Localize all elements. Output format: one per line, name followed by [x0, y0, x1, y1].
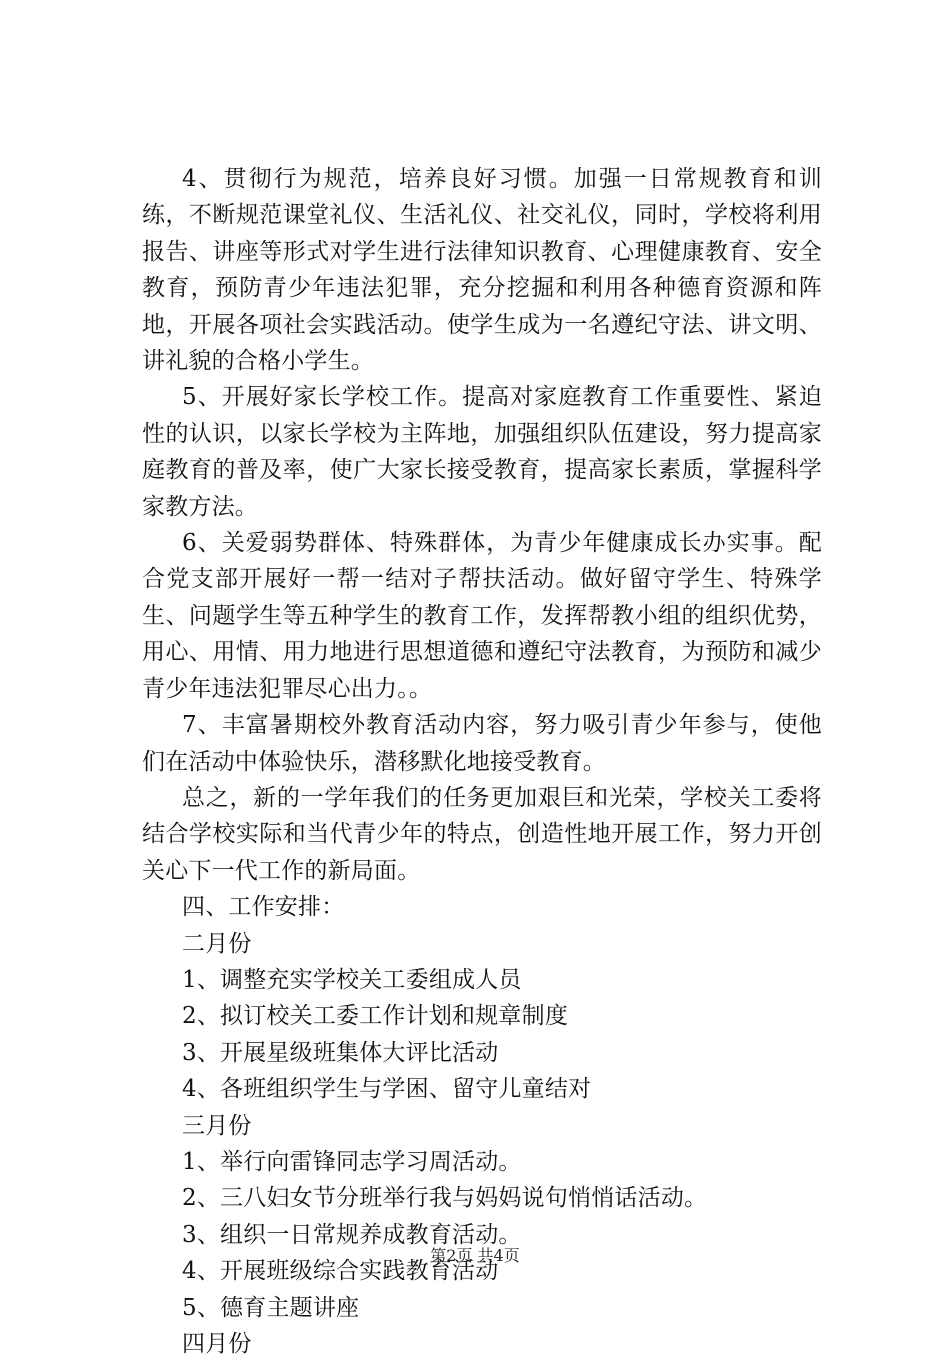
- list-item: 4、开展班级综合实践教育活动: [182, 1258, 499, 1285]
- paragraph-item-4: 4、贯彻行为规范，培养良好习惯。加强一日常规教育和训练，不断规范课堂礼仪、生活礼仪、社交礼仪，同时，学校将利用报告、讲座等形式对学生进行法律知识教育、心理健康教育、安全教育，预防青少年违法犯罪，充分挖掘和利用各种德育资源和阵地，开展各项社会实践活动。使学生成为一名遵纪守法、讲文明、讲礼貌的合格小学生。: [142, 166, 822, 375]
- list-item: 3、开展星级班集体大评比活动: [182, 1039, 499, 1066]
- paragraph-item-6: 6、关爱弱势群体、特殊群体，为青少年健康成长办实事。配合党支部开展好一帮一结对子帮扶活动。做好留守学生、特殊学生、问题学生等五种学生的教育工作，发挥帮教小组的组织优势，用心、用情、用力地进行思想道德和遵纪守法教育，为预防和减少青少年违法犯罪尽心出力。。: [142, 530, 822, 702]
- list-item: 1、调整充实学校关工委组成人员: [182, 966, 522, 993]
- month-title-february: 二月份: [182, 930, 252, 957]
- document-body: [142, 161, 822, 1362]
- page-number-footer: 第2页 共4页: [430, 1246, 520, 1265]
- month-title-march: 三月份: [182, 1112, 252, 1139]
- month-title-april: 四月份: [182, 1331, 252, 1357]
- list-item: 1、举行向雷锋同志学习周活动。: [182, 1148, 522, 1175]
- schedule-heading: 四、工作安排：: [182, 894, 345, 921]
- paragraph-item-5: 5、开展好家长学校工作。提高对家庭教育工作重要性、紧迫性的认识，以家长学校为主阵地，加强组织队伍建设，努力提高家庭教育的普及率，使广大家长接受教育，提高家长素质，掌握科学家教方法。: [142, 384, 822, 520]
- list-item: 5、德育主题讲座: [182, 1294, 360, 1321]
- list-item: 2、三八妇女节分班举行我与妈妈说句悄悄话活动。: [182, 1185, 708, 1212]
- list-item: 3、组织一日常规养成教育活动。: [182, 1221, 522, 1248]
- list-item: 4、各班组织学生与学困、留守儿童结对: [182, 1076, 592, 1103]
- list-item: 2、拟订校关工委工作计划和规章制度: [182, 1003, 569, 1030]
- paragraph-summary: 总之，新的一学年我们的任务更加艰巨和光荣，学校关工委将结合学校实际和当代青少年的特点，创造性地开展工作，努力开创关心下一代工作的新局面。: [142, 784, 822, 884]
- paragraph-item-7: 7、丰富暑期校外教育活动内容，努力吸引青少年参与，使他们在活动中体验快乐，潜移默化地接受教育。: [142, 712, 822, 775]
